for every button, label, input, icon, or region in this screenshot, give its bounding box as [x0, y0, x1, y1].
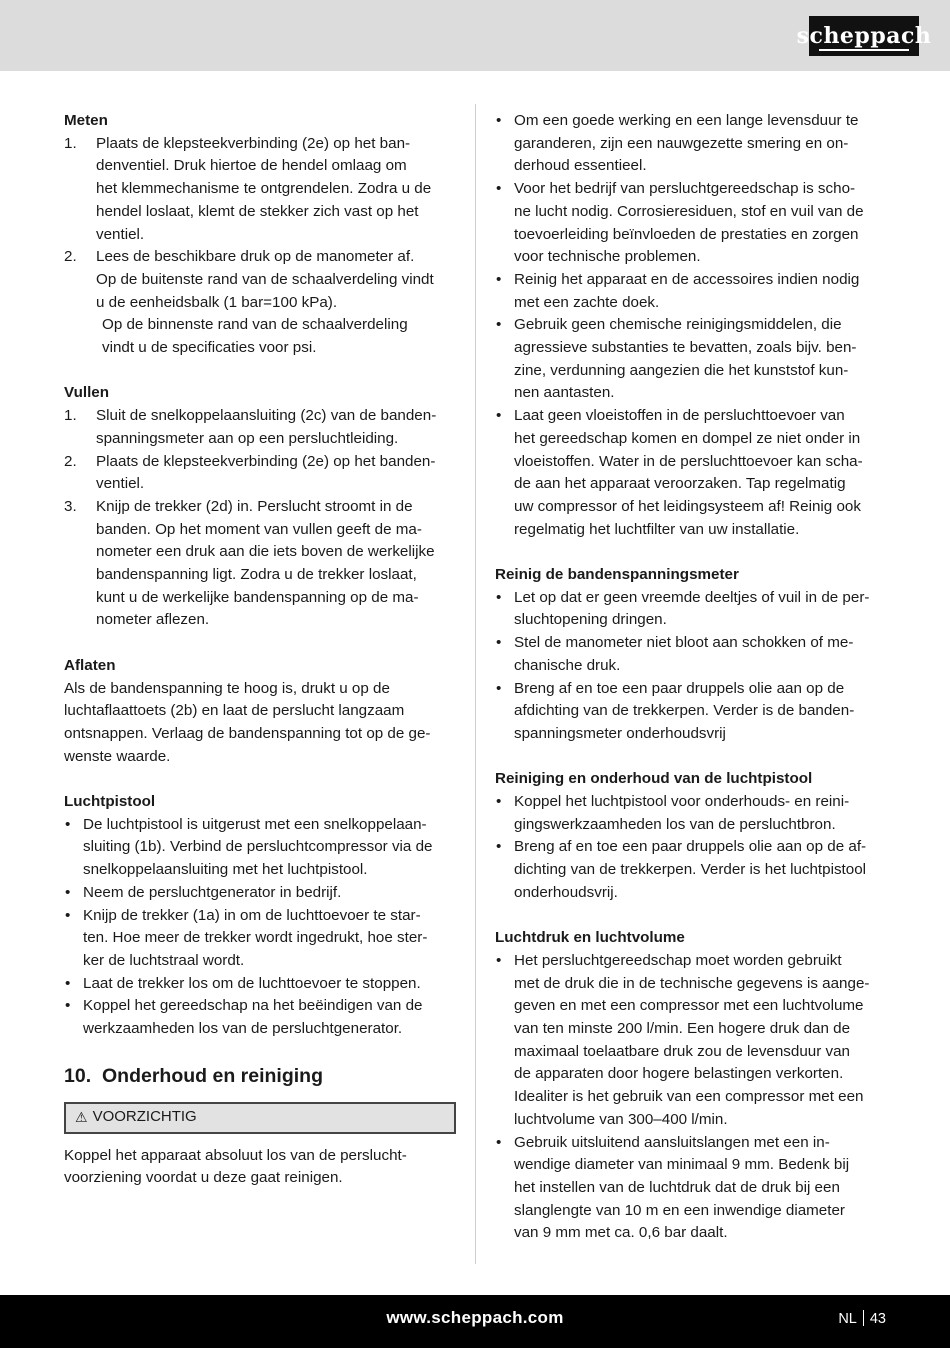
text-line: Het persluchtgereedschap moet worden gebruikt	[514, 951, 842, 969]
bullet-icon: •	[496, 951, 502, 969]
text-line: spanningsmeter onderhoudsvrij	[514, 724, 726, 742]
text-line: u de eenheidsbalk (1 bar=100 kPa).	[96, 293, 338, 311]
bullet-item	[495, 678, 886, 746]
bullet-item	[495, 405, 886, 541]
text-line: ontsnappen. Verlaag de bandenspanning tot op de ge-	[64, 724, 431, 742]
item-text	[514, 950, 886, 1132]
text-line: nometer aflezen.	[96, 611, 210, 629]
warning-text	[64, 1145, 456, 1190]
spacer	[64, 632, 456, 655]
text-line: geven en met een compressor met een luchtvolume	[514, 997, 864, 1015]
item-text	[96, 246, 456, 269]
item-text	[96, 133, 456, 247]
right-column	[495, 110, 886, 1245]
text-line: De luchtpistool is uitgerust met een snelkoppelaan-	[83, 815, 427, 833]
bullet-item	[495, 269, 886, 314]
text-line: Als de bandenspanning te hoog is, drukt u op de	[64, 679, 390, 697]
item-text	[83, 814, 456, 882]
bullet-item	[495, 632, 886, 677]
section-title	[64, 1063, 456, 1089]
item-number: 2.	[64, 452, 77, 470]
numbered-item	[64, 405, 456, 450]
section-number: 10.	[64, 1064, 92, 1087]
text-line: snelkoppelaansluiting met het luchtpistool.	[83, 861, 368, 879]
bullet-icon: •	[65, 883, 71, 901]
item-text	[96, 496, 456, 632]
bullet-icon: •	[65, 815, 71, 833]
bullet-icon: •	[496, 1133, 502, 1151]
section-heading: Reinig de bandenspanningsmeter	[495, 566, 739, 584]
numbered-item	[64, 451, 456, 496]
text-line: vindt u de specificaties voor psi.	[102, 339, 317, 357]
text-line: nometer een druk aan die iets boven de werkelijke	[96, 543, 435, 561]
item-text	[83, 973, 456, 996]
text-line: Koppel het gereedschap na het beëindigen van de	[83, 997, 423, 1015]
text-line: met een zachte doek.	[514, 293, 660, 311]
text-line: Gebruik geen chemische reinigingsmiddelen, die	[514, 316, 842, 334]
text-line: Breng af en toe een paar druppels olie aan op de	[514, 679, 845, 697]
text-line: agressieve substanties te bevatten, zoals bijv. ben-	[514, 339, 857, 357]
item-text	[514, 1132, 886, 1246]
text-line: garanderen, zijn een nauwgezette smering en on-	[514, 134, 849, 152]
bullet-item	[495, 950, 886, 1132]
section-heading: Meten	[64, 112, 108, 129]
warning-icon: ⚠	[75, 1109, 88, 1126]
text-line: Gebruik uitsluitend aansluitslangen met een in-	[514, 1133, 830, 1151]
bullet-item	[495, 791, 886, 836]
bullet-item	[495, 1132, 886, 1246]
item-text	[514, 587, 886, 632]
bullet-icon: •	[65, 974, 71, 992]
text-line: vloeistoffen. Water in de persluchttoevoer kan scha-	[514, 452, 863, 470]
text-line: Plaats de klepsteekverbinding (2e) op het banden-	[96, 452, 436, 470]
spacer	[64, 1134, 456, 1145]
numbered-item	[64, 246, 456, 269]
text-line: dichting van de trekkerpen. Verder is het luchtpistool	[514, 861, 867, 879]
bullet-icon: •	[496, 634, 502, 652]
text-line: met de druk die in de technische gegevens is aange-	[514, 974, 870, 992]
brand-logo: scheppach	[809, 16, 919, 56]
bullet-item	[64, 973, 456, 996]
bullet-item	[495, 836, 886, 904]
text-line: sluiting (1b). Verbind de persluchtcompressor via de	[83, 838, 433, 856]
text-line: voorziening voordat u deze gaat reinigen.	[64, 1169, 343, 1187]
bullet-icon: •	[496, 793, 502, 811]
text-line: ten. Hoe meer de trekker wordt ingedrukt, hoe ster-	[83, 929, 428, 947]
text-line: derhoud essentieel.	[514, 157, 647, 175]
item-text	[514, 678, 886, 746]
bullet-icon: •	[496, 679, 502, 697]
item-text	[514, 314, 886, 405]
bullet-icon: •	[496, 316, 502, 334]
warning-label: VOORZICHTIG	[92, 1108, 197, 1126]
section-heading: Aflaten	[64, 656, 116, 674]
text-line: slanglengte van 10 m en een inwendige diameter	[514, 1201, 845, 1219]
text-line: ventiel.	[96, 475, 145, 493]
text-line: van 9 mm met ca. 0,6 bar daalt.	[514, 1224, 728, 1242]
page-number: 43	[869, 1311, 886, 1327]
bullet-item	[495, 178, 886, 269]
bullet-item	[495, 587, 886, 632]
page-indicator	[838, 1310, 886, 1327]
text-line: Koppel het luchtpistool voor onderhouds- en reini-	[514, 793, 850, 811]
text-line: Idealiter is het gebruik van een compressor met een	[514, 1088, 864, 1106]
item-text	[96, 405, 456, 450]
text-line: wenste waarde.	[64, 747, 171, 765]
item-text	[514, 632, 886, 677]
text-line: het gereedschap komen en dompel ze niet onder in	[514, 429, 861, 447]
text-line: Let op dat er geen vreemde deeltjes of vuil in de per-	[514, 588, 870, 606]
website-link[interactable]: www.scheppach.com	[386, 1308, 564, 1327]
bullet-icon: •	[65, 906, 71, 924]
text-line: banden. Op het moment van vullen geeft de ma-	[96, 520, 422, 538]
text-line: Op de binnenste rand van de schaalverdeling	[102, 316, 408, 334]
aflaten-text	[64, 678, 456, 769]
text-line: ventiel.	[96, 225, 145, 243]
text-line: Om een goede werking en een lange levensduur te	[514, 112, 859, 129]
text-line: Koppel het apparaat absoluut los van de perslucht-	[64, 1146, 407, 1164]
text-line: maximaal toelaatbare druk zou de levensduur van	[514, 1042, 851, 1060]
section-heading: Luchtdruk en luchtvolume	[495, 929, 685, 947]
bullet-item	[495, 314, 886, 405]
text-line: Reinig het apparaat en de accessoires indien nodig	[514, 270, 860, 288]
text-line: spanningsmeter aan op een persluchtleiding.	[96, 429, 399, 447]
bullet-icon: •	[496, 588, 502, 606]
text-line: bandenspanning ligt. Zodra u de trekker loslaat,	[96, 566, 417, 584]
item-text	[514, 791, 886, 836]
text-line: Stel de manometer niet bloot aan schokken of me-	[514, 634, 854, 652]
text-line: denventiel. Druk hiertoe de hendel omlaag om	[96, 157, 407, 175]
bullet-item	[64, 814, 456, 882]
text-line: zine, verdunning aangezien die het kunststof kun-	[514, 361, 849, 379]
section-heading: Luchtpistool	[64, 793, 156, 811]
section-heading: Vullen	[64, 384, 110, 402]
text-line: ker de luchtstraal wordt.	[83, 951, 245, 969]
bullet-icon: •	[496, 112, 502, 129]
item-text	[514, 110, 886, 178]
text-line: nen aantasten.	[514, 384, 615, 402]
text-line: sluchtopening dringen.	[514, 611, 667, 629]
text-line: ne lucht nodig. Corrosieresiduen, stof en vuil van de	[514, 202, 864, 220]
item-text	[514, 836, 886, 904]
text-line: onderhoudsvrij.	[514, 883, 618, 901]
item-number: 1.	[64, 407, 77, 425]
item-number: 1.	[64, 134, 77, 152]
numbered-item	[64, 133, 456, 247]
text-line: afdichting van de trekkerpen. Verder is de banden-	[514, 702, 855, 720]
text-line: Laat de trekker los om de luchttoevoer te stoppen.	[83, 974, 421, 992]
text-line: Lees de beschikbare druk op de manometer af.	[96, 248, 415, 266]
spacer	[495, 905, 886, 928]
text-line: Laat geen vloeistoffen in de persluchttoevoer van	[514, 407, 845, 425]
text-line: kunt u de werkelijke bandenspanning op de ma-	[96, 588, 419, 606]
text-line: de apparaten door hogere belastingen verkorten.	[514, 1065, 844, 1083]
text-line: van ten minste 200 l/min. Een hogere druk dan de	[514, 1020, 851, 1038]
spacer	[64, 1041, 456, 1061]
item-text	[83, 882, 456, 905]
text-line: regelmatig het luchtfilter van uw installatie.	[514, 520, 800, 538]
left-column	[64, 110, 456, 1190]
column-divider	[475, 104, 476, 1264]
text-line: Knijp de trekker (2d) in. Perslucht stroomt in de	[96, 497, 413, 515]
language-code: NL	[838, 1311, 857, 1327]
spacer	[495, 746, 886, 769]
text-line: luchtaflaattoets (2b) en laat de perslucht langzaam	[64, 702, 405, 720]
header-band	[0, 0, 950, 71]
footer-band	[0, 1295, 950, 1348]
bullet-icon: •	[496, 180, 502, 198]
bullet-item	[64, 905, 456, 973]
text-line: wendige diameter van minimaal 9 mm. Bedenk bij	[514, 1156, 850, 1174]
text-line: Sluit de snelkoppelaansluiting (2c) van de banden-	[96, 407, 437, 425]
text-line: het klemmechanisme te ontgrendelen. Zodra u de	[96, 180, 432, 198]
item-number: 3.	[64, 497, 77, 515]
text-line: Plaats de klepsteekverbinding (2e) op het ban-	[96, 134, 411, 152]
warning-box	[64, 1102, 456, 1134]
meten-note	[64, 269, 456, 314]
numbered-item	[64, 496, 456, 632]
spacer	[495, 541, 886, 564]
text-line: luchtvolume van 300–400 l/min.	[514, 1110, 728, 1128]
item-number: 2.	[64, 248, 77, 266]
spacer	[64, 768, 456, 791]
bullet-icon: •	[65, 997, 71, 1015]
item-text	[83, 995, 456, 1040]
text-line: voor technische problemen.	[514, 248, 701, 266]
item-text	[514, 178, 886, 269]
bullet-item	[64, 995, 456, 1040]
item-text	[514, 405, 886, 541]
bullet-icon: •	[496, 838, 502, 856]
bullet-item	[495, 110, 886, 178]
section-heading: Reiniging en onderhoud van de luchtpistool	[495, 770, 813, 788]
text-line: toevoerleiding beïnvloeden de prestaties en zorgen	[514, 225, 859, 243]
text-line: Voor het bedrijf van persluchtgereedschap is scho-	[514, 180, 856, 198]
text-line: het instellen van de luchtdruk dat de druk bij een	[514, 1179, 840, 1196]
bullet-icon: •	[496, 407, 502, 425]
section-title-text: Onderhoud en reiniging	[102, 1064, 323, 1087]
item-text	[96, 451, 456, 496]
text-line: uw compressor of het leidingsysteem af! Reinig ook	[514, 497, 861, 515]
bullet-item	[64, 882, 456, 905]
item-text	[83, 905, 456, 973]
text-line: Op de buitenste rand van de schaalverdeling vindt	[96, 270, 434, 288]
text-line: de aan het apparaat veroorzaken. Tap regelmatig	[514, 475, 846, 493]
meten-note	[64, 314, 456, 359]
text-line: werkzaamheden los van de persluchtgenerator.	[83, 1020, 403, 1038]
text-line: hendel loslaat, klemt de stekker zich vast op het	[96, 202, 419, 220]
text-line: chanische druk.	[514, 656, 621, 674]
item-text	[514, 269, 886, 314]
text-line: Breng af en toe een paar druppels olie aan op de af-	[514, 838, 867, 856]
text-line: Knijp de trekker (1a) in om de luchttoevoer te star-	[83, 906, 421, 924]
bullet-icon: •	[496, 270, 502, 288]
spacer	[64, 360, 456, 383]
text-line: gingswerkzaamheden los van de persluchtbron.	[514, 815, 836, 833]
text-line: Neem de persluchtgenerator in bedrijf.	[83, 883, 342, 901]
